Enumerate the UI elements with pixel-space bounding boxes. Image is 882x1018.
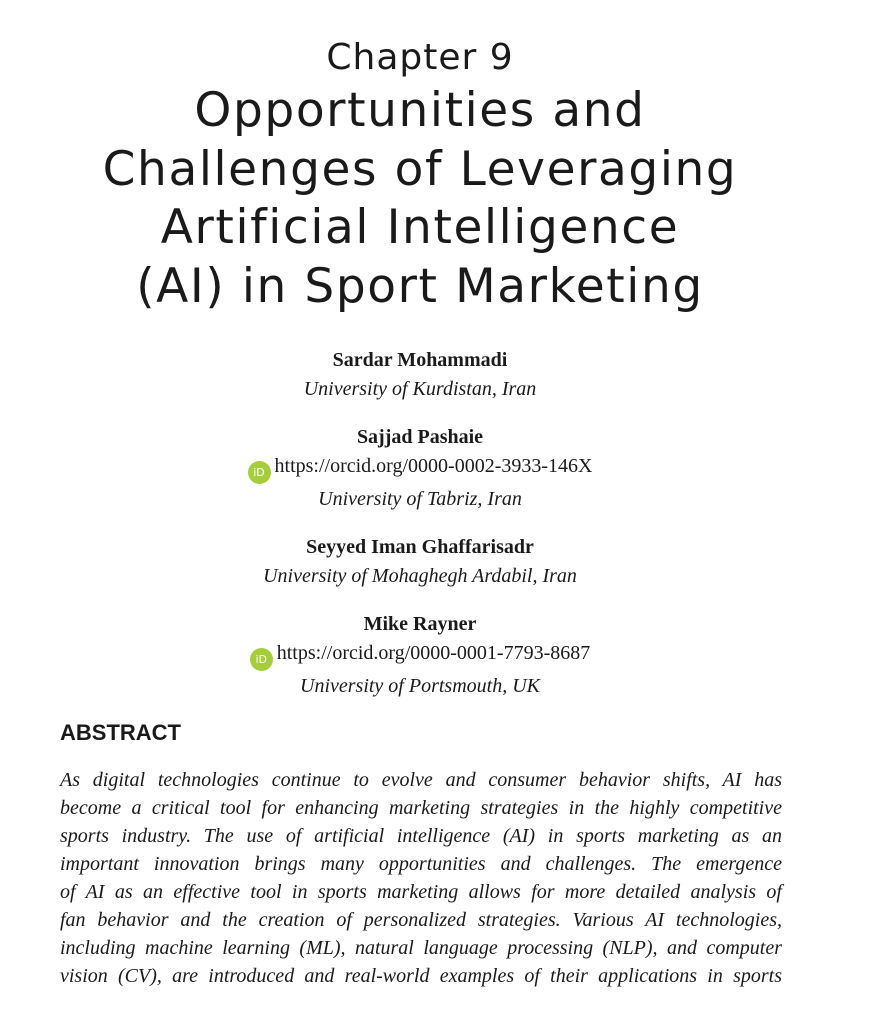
abstract-line: As digital technologies continue to evolve and consumer behavior shifts, AI has (60, 769, 782, 791)
chapter-title (0, 82, 840, 316)
author-block (0, 534, 840, 592)
abstract-heading: ABSTRACT (60, 720, 181, 745)
author-block (0, 611, 840, 702)
orcid-url[interactable]: https://orcid.org/0000-0002-3933-146X (274, 455, 593, 477)
abstract-line: fan behavior and the creation of personalized strategies. Various AI technologies, (60, 909, 782, 931)
author-affiliation: University of Kurdistan, Iran (303, 378, 537, 400)
author-name: Sardar Mohammadi (332, 349, 508, 371)
author-affiliation: University of Portsmouth, UK (300, 675, 540, 697)
author-affiliation: University of Mohaghegh Ardabil, Iran (263, 565, 577, 587)
author-name: Seyyed Iman Ghaffarisadr (306, 536, 534, 558)
abstract-line: sports industry. The use of artificial intelligence (AI) in sports marketing as an (60, 825, 782, 847)
orcid-icon: iD (248, 461, 271, 484)
chapter-title-line: Artificial Intelligence (160, 200, 680, 255)
chapter-number: Chapter 9 (326, 37, 514, 78)
orcid-link[interactable] (0, 451, 840, 484)
author-name: Sajjad Pashaie (356, 426, 484, 448)
author-block (0, 424, 840, 515)
author-block (0, 347, 840, 405)
chapter-title-line: (AI) in Sport Marketing (136, 258, 704, 314)
abstract-line: important innovation brings many opportunities and challenges. The emergence (60, 853, 782, 875)
chapter-title-line: Opportunities and (194, 83, 646, 138)
author-list (0, 347, 840, 721)
orcid-url[interactable]: https://orcid.org/0000-0001-7793-8687 (276, 642, 591, 664)
abstract-text (60, 766, 782, 990)
orcid-icon: iD (250, 648, 273, 671)
abstract-line: including machine learning (ML), natural language processing (NLP), and computer (60, 937, 782, 959)
abstract-line: of AI as an effective tool in sports marketing allows for more detailed analysis of (60, 881, 782, 903)
chapter-title-line: Challenges of Leveraging (102, 141, 738, 197)
abstract-line: become a critical tool for enhancing marketing strategies in the highly competitive (60, 797, 782, 819)
author-affiliation: University of Tabriz, Iran (318, 488, 522, 510)
abstract-line: vision (CV), are introduced and real-world examples of their applications in sports (60, 965, 782, 987)
orcid-link[interactable] (0, 638, 840, 671)
author-name: Mike Rayner (363, 613, 477, 635)
